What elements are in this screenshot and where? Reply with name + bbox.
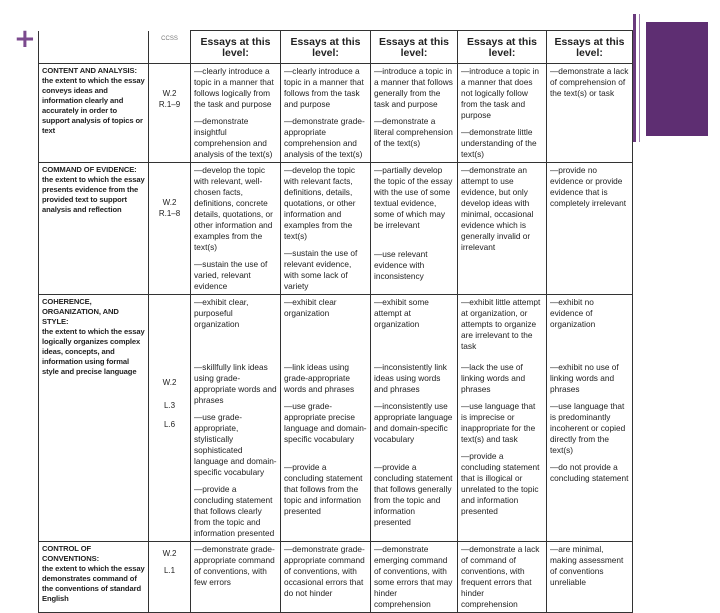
level-cell: —introduce a topic in a manner that does not logically follow from the task and purpose —demonstrate little understanding of the text(s) [458,64,547,163]
criterion-cell: CONTROL OF CONVENTIONS: the extent to which the essay demonstrates command of the conventions of standard English [39,542,149,613]
level-cell: —demonstrate emerging command of conventions, with some errors that may hinder comprehension [371,542,458,613]
plus-icon: + [14,24,36,54]
standards-cell: W.2 R.1–9 [149,64,191,163]
rubric-image [38,30,634,609]
criterion-cell: COMMAND OF EVIDENCE: the extent to which the essay presents evidence from the provided text to support analysis and reflection [39,163,149,295]
level-cell: —introduce a topic in a manner that follows generally from the task and purpose —demonstrate a literal comprehension of the text(s) [371,64,458,163]
level-header-2: Essays at this level: [281,31,371,64]
level-cell: —partially develop the topic of the essay with the use of some textual evidence, some of which may be irrelevant —use relevant evidence with inconsistency [371,163,458,295]
header-row [39,31,633,64]
table-row [39,163,633,295]
level-header-5: Essays at this level: [547,31,633,64]
level-cell: —exhibit no evidence of organization —exhibit no use of linking words and phrases —use language that is predominantly incoherent or copied directly from the text(s) —do not provide a concluding statement [547,295,633,542]
level-cell: —exhibit clear, purposeful organization —skillfully link ideas using grade-appropriate words and phrases —use grade-appropriate, stylistically sophisticated language and domain-specific vocabulary —provide a concluding statement that follows clearly from the topic and information presented [191,295,281,542]
header-blank [39,31,149,64]
table-row [39,295,633,542]
criterion-cell: CONTENT AND ANALYSIS: the extent to which the essay conveys ideas and information clearly and accurately in order to support analysis of topics or text [39,64,149,163]
level-cell: —demonstrate grade-appropriate command of conventions, with few errors [191,542,281,613]
level-cell: —develop the topic with relevant, well-chosen facts, definitions, concrete details, quotations, or other information and examples from the text(s) —sustain the use of varied, relevant evidence [191,163,281,295]
rubric-table [38,30,633,613]
level-cell: —demonstrate an attempt to use evidence, but only develop ideas with minimal, occasional evidence which is generally invalid or irrelevant [458,163,547,295]
level-cell: —demonstrate grade-appropriate command of conventions, with occasional errors that do not hinder [281,542,371,613]
level-cell: —clearly introduce a topic in a manner that follows logically from the task and purpose —demonstrate insightful comprehension and analysis of the text(s) [191,64,281,163]
level-cell: —develop the topic with relevant facts, definitions, details, quotations, or other information and examples from the text(s) —sustain the use of relevant evidence, with some lack of variety [281,163,371,295]
table-row [39,64,633,163]
level-cell: —exhibit some attempt at organization —inconsistently link ideas using words and phrases —inconsistently use appropriate language and domain-specific vocabulary —provide a concluding statement that follows generally from the topic and information presented [371,295,458,542]
level-cell: —are minimal, making assessment of conventions unreliable [547,542,633,613]
table-row [39,542,633,613]
level-header-4: Essays at this level: [458,31,547,64]
decorative-line-thin [639,14,640,142]
level-cell: —exhibit clear organization —link ideas using grade-appropriate words and phrases —use grade-appropriate precise language and domain-specific vocabulary —provide a concluding statement that follows from the topic and information presented [281,295,371,542]
criterion-cell: COHERENCE, ORGANIZATION, AND STYLE: the extent to which the essay logically organizes complex ideas, concepts, and information using formal style and precise language [39,295,149,542]
level-cell: —clearly introduce a topic in a manner that follows from the task and purpose —demonstrate grade-appropriate comprehension and analysis of the text(s) [281,64,371,163]
level-cell: —demonstrate a lack of command of conventions, with frequent errors that hinder comprehension [458,542,547,613]
level-cell: —provide no evidence or provide evidence that is completely irrelevant [547,163,633,295]
header-code: CCSS [149,31,191,64]
standards-cell: W.2 L.3 L.6 [149,295,191,542]
level-cell: —exhibit little attempt at organization, or attempts to organize are irrelevant to the task —lack the use of linking words and phrases —use language that is imprecise or inappropriate for the text(s) and task —provide a concluding statement that is illogical or unrelated to the topic and information presented [458,295,547,542]
decorative-purple-block [646,22,708,136]
level-header-3: Essays at this level: [371,31,458,64]
level-cell: —demonstrate a lack of comprehension of the text(s) or task [547,64,633,163]
standards-cell: W.2 L.1 [149,542,191,613]
standards-cell: W.2 R.1–8 [149,163,191,295]
level-header-1: Essays at this level: [191,31,281,64]
